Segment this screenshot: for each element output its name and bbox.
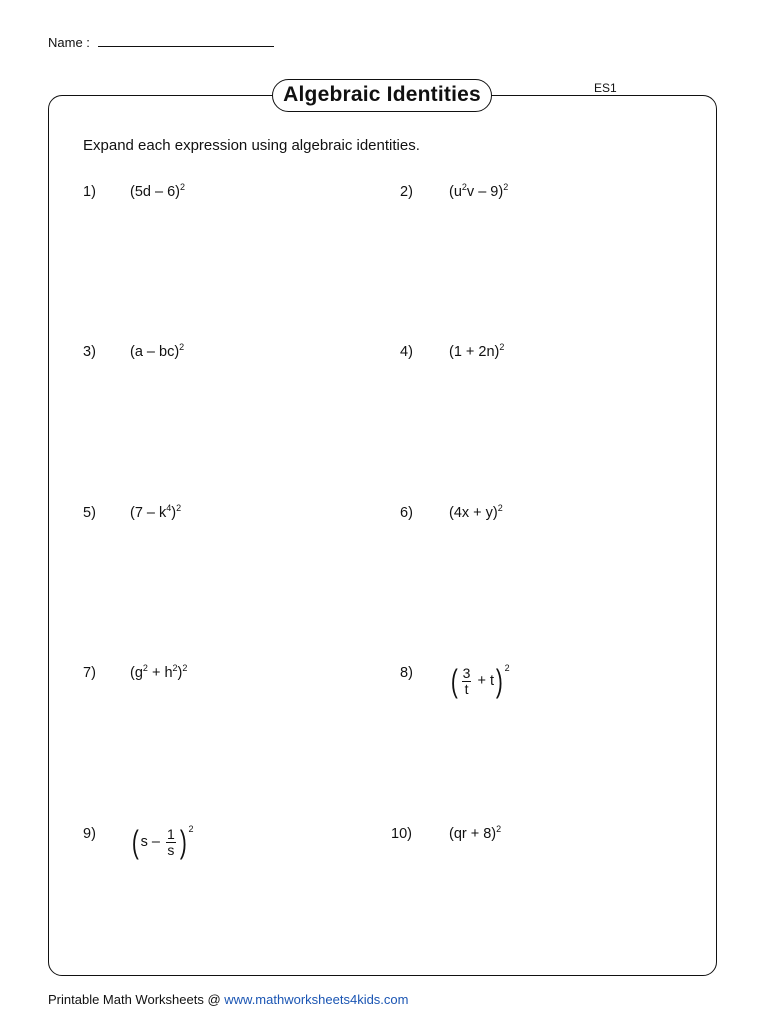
problem-number: 2) [400,184,413,200]
problem-number: 5) [83,505,96,521]
fraction: $\frac{3}{t}$ [462,664,471,697]
problem-number: 8) [400,665,413,681]
problem-expression: $(4x + y)^2$ [449,503,503,521]
problem-expression: (a – bc)$^2$ [130,342,185,360]
problem-expression: $(u^2v - 9)^2$ [449,182,509,200]
footer [48,992,408,1007]
name-input-line[interactable] [98,34,274,47]
problem-expression: $(g^2 + h^2)^2$ [130,663,188,681]
worksheet-code: ES1 [594,81,617,95]
problem-number: 3) [83,344,96,360]
problem-number: 9) [83,826,96,842]
problem-number: 1) [83,184,96,200]
problem-expression: ( s – $\frac{1}{s}$ ) 2 [131,824,194,860]
problem-expression: (5d – 6)$^2$ [130,182,185,200]
problem-expression: $(1 + 2n)^2$ [449,342,505,360]
problem-number: 6) [400,505,413,521]
problem-number: 10) [391,826,412,842]
footer-text: Printable Math Worksheets @ [48,992,225,1007]
problem-expression: ( $\frac{3}{t}$ + t ) 2 [450,663,510,699]
problem-expression: $(7 - k^4)^2$ [130,503,182,521]
instructions: Expand each expression using algebraic identities. [83,137,420,154]
fraction: $\frac{1}{s}$ [167,825,175,858]
worksheet-title: Algebraic Identities [272,79,492,112]
problem-number: 7) [83,665,96,681]
problem-number: 4) [400,344,413,360]
name-label: Name : [48,35,90,50]
problem-expression: (qr + 8)$^2$ [449,824,502,842]
name-field-row [48,34,274,50]
footer-link[interactable]: www.mathworksheets4kids.com [224,992,409,1007]
